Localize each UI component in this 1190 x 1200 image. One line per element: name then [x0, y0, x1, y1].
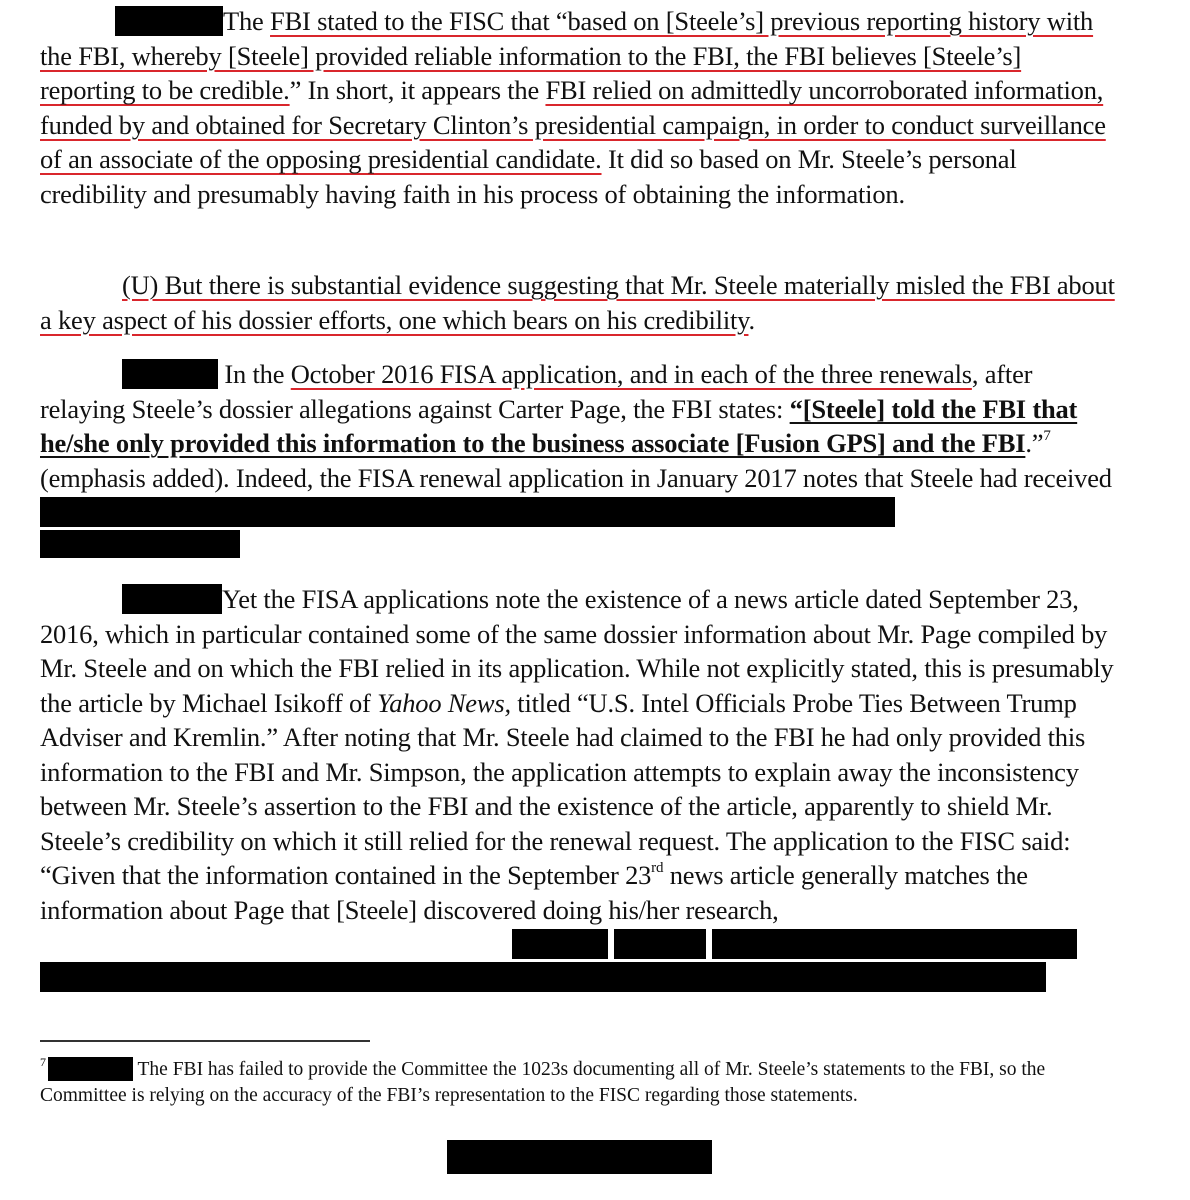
- underlined-claim: FBI relied on admittedly uncorroborated information, funded by and obtained for Secretary Clinton’s presidential campaign, in order to conduct surveillance of an associate of the opposing presidential candidate.: [40, 75, 1106, 175]
- footnote-number: 7: [40, 1055, 46, 1069]
- redaction-block: [48, 1057, 133, 1081]
- emphasized-quote: “[Steele] told the FBI that he/she only provided this information to the business associate [Fusion GPS] and the FBI: [40, 393, 1078, 459]
- redaction-block: [122, 584, 222, 614]
- underlined-statement: (U) But there is substantial evidence suggesting that Mr. Steele materially misled the FBI about a key aspect of his dossier efforts, one which bears on his credibility: [40, 270, 1115, 335]
- underlined-quote: FBI stated to the FISC that “based on [Steele’s] previous reporting history with the FBI, whereby [Steele] provided reliable information to the FBI, the FBI believes [Steele’s] reporting to be credible.: [40, 6, 1094, 106]
- footnote: $^7$ The FBI has failed to provide the Committee the 1023s documenting all of Mr. Steele’s statements to the FBI, so the Committee is relying on the accuracy of the FBI’s representation to the FISC regarding those statements.: [40, 1055, 1046, 1106]
- redaction-block: [115, 6, 223, 36]
- redaction-block: [122, 359, 218, 389]
- redaction-block: [40, 530, 240, 558]
- underlined-application: October 2016 FISA application, and in each of the three renewals: [290, 359, 972, 389]
- paragraph-3: In the October 2016 FISA application, and in each of the three renewals, after relaying Steele’s dossier allegations against Carter Page, the FBI states: “[Steele] told the FBI that he/she only provided this information to the business associate [Fusion GPS] and the FBI.”$^7$ (emphasis added). Indeed, the FISA renewal application in January 2017 notes that Steele had received: [40, 357, 1120, 530]
- redaction-block: [512, 929, 608, 959]
- redaction-block: [40, 497, 895, 527]
- ordinal-suffix: rd: [651, 860, 664, 877]
- paragraph-4: Yet the FISA applications note the existence of a news article dated September 23, 2016, which in particular contained some of the same dossier information about Mr. Page compiled by Mr. Steele and on which the FBI relied in its application. While not explicitly stated, this is presumably the article by Michael Isikoff of Yahoo News, titled “U.S. Intel Officials Probe Ties Between Trump Adviser and Kremlin.” After noting that Mr. Steele had claimed to the FBI he had only provided this information to the FBI and Mr. Simpson, the application attempts to explain away the inconsistency between Mr. Steele’s assertion to the FBI and the existence of the article, apparently to shield Mr. Steele’s credibility on which it still relied for the renewal request. The application to the FISC said: “Given that the information contained in the September 23rd news article generally matches the information about Page that [Steele] discovered doing his/her research,: [40, 584, 1114, 925]
- footnote-ref: 7: [1043, 428, 1051, 445]
- redaction-block: [40, 962, 1046, 992]
- publication-name: Yahoo News,: [377, 687, 511, 718]
- paragraph-2: (U) But there is substantial evidence suggesting that Mr. Steele materially misled the FBI about a key aspect of his dossier efforts, one which bears on his credibility.: [40, 270, 1115, 335]
- redaction-block: [712, 929, 1077, 959]
- paragraph-1: The FBI stated to the FISC that “based on [Steele’s] previous reporting history with the FBI, whereby [Steele] provided reliable information to the FBI, the FBI believes [Steele’s] reporting to be credible.” In short, it appears the FBI relied on admittedly uncorroborated information, funded by and obtained for Secretary Clinton’s presidential campaign, in order to conduct surveillance of an associate of the opposing presidential candidate. It did so based on Mr. Steele’s personal credibility and presumably having faith in his process of obtaining the information.: [40, 6, 1106, 209]
- redaction-block: [447, 1140, 712, 1174]
- redaction-block: [614, 929, 706, 959]
- footnote-rule: [40, 1040, 370, 1042]
